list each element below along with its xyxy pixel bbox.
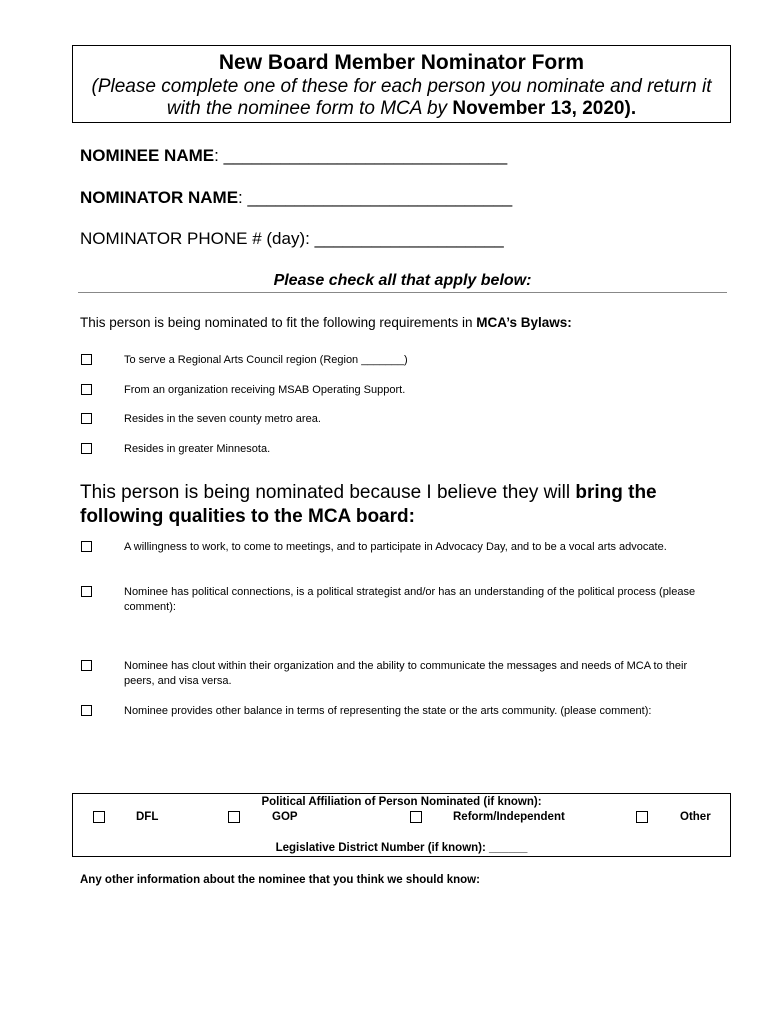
nominator-phone-field[interactable]: NOMINATOR PHONE # (day): ____________________ (80, 229, 504, 248)
quality-item-2: Nominee has political connections, is a political strategist and/or has an understanding of the political process (please comment): (124, 586, 696, 613)
bylaws-item-1: To serve a Regional Arts Council region (Region _______) (124, 354, 408, 366)
qualities-heading (80, 481, 720, 529)
bylaws-checkbox-3[interactable] (81, 413, 92, 424)
affiliation-title: Political Affiliation of Person Nominated (if known): (261, 796, 542, 808)
nominator-name-label: NOMINATOR NAME (80, 188, 239, 207)
affiliation-checkbox-reform[interactable] (410, 811, 422, 823)
qualities-bold: bring the following qualities to the MCA board: (80, 482, 657, 527)
bylaws-intro-bold: MCA’s Bylaws: (476, 315, 572, 330)
bylaws-intro (80, 315, 572, 330)
qualities-intro: This person is being nominated because I believe they will (80, 482, 576, 503)
nominee-name-field[interactable] (80, 146, 507, 166)
quality-checkbox-2[interactable] (81, 586, 92, 597)
legislative-district-field[interactable]: Legislative District Number (if known): ______ (275, 842, 528, 854)
quality-item-1: A willingness to work, to come to meetings, and to participate in Advocacy Day, and to be a vocal arts advocate. (124, 541, 667, 553)
nominee-name-label: NOMINEE NAME (80, 146, 215, 165)
quality-item-3: Nominee has clout within their organization and the ability to communicate the messages and needs of MCA to their peers, and visa versa. (124, 660, 688, 687)
nominator-name-blank[interactable]: : ____________________________ (238, 188, 513, 207)
affiliation-checkbox-other[interactable] (636, 811, 648, 823)
bylaws-item-4: Resides in greater Minnesota. (124, 443, 271, 455)
quality-checkbox-4[interactable] (81, 705, 92, 716)
quality-checkbox-3[interactable] (81, 660, 92, 671)
bylaws-checkbox-2[interactable] (81, 384, 92, 395)
affiliation-box (72, 793, 731, 857)
bylaws-checkbox-4[interactable] (81, 443, 92, 454)
affiliation-label-other: Other (680, 811, 711, 823)
bylaws-checkbox-1[interactable] (81, 354, 92, 365)
bylaws-intro-text: This person is being nominated to fit the following requirements in (80, 315, 477, 330)
form-title: New Board Member Nominator Form (218, 51, 585, 74)
affiliation-label-gop: GOP (272, 811, 298, 823)
subtitle-text: (Please complete one of these for each person you nominate and return it with the nominee form to MCA by (91, 76, 712, 119)
title-box (72, 45, 731, 123)
quality-item-4: Nominee provides other balance in terms of representing the state or the arts community. (please comment): (124, 705, 652, 717)
affiliation-label-reform: Reform/Independent (453, 811, 565, 823)
form-subtitle (73, 76, 730, 120)
check-heading: Please check all that apply below: (78, 272, 727, 293)
affiliation-checkbox-dfl[interactable] (93, 811, 105, 823)
bylaws-item-3: Resides in the seven county metro area. (124, 413, 321, 425)
bylaws-item-2: From an organization receiving MSAB Operating Support. (124, 384, 406, 396)
subtitle-deadline: November 13, 2020). (452, 98, 637, 119)
other-info-label: Any other information about the nominee that you think we should know: (80, 874, 480, 886)
quality-checkbox-1[interactable] (81, 541, 92, 552)
affiliation-label-dfl: DFL (136, 811, 159, 823)
nominator-name-field[interactable] (80, 188, 512, 208)
nominee-name-blank[interactable]: : ______________________________ (214, 146, 508, 165)
affiliation-checkbox-gop[interactable] (228, 811, 240, 823)
